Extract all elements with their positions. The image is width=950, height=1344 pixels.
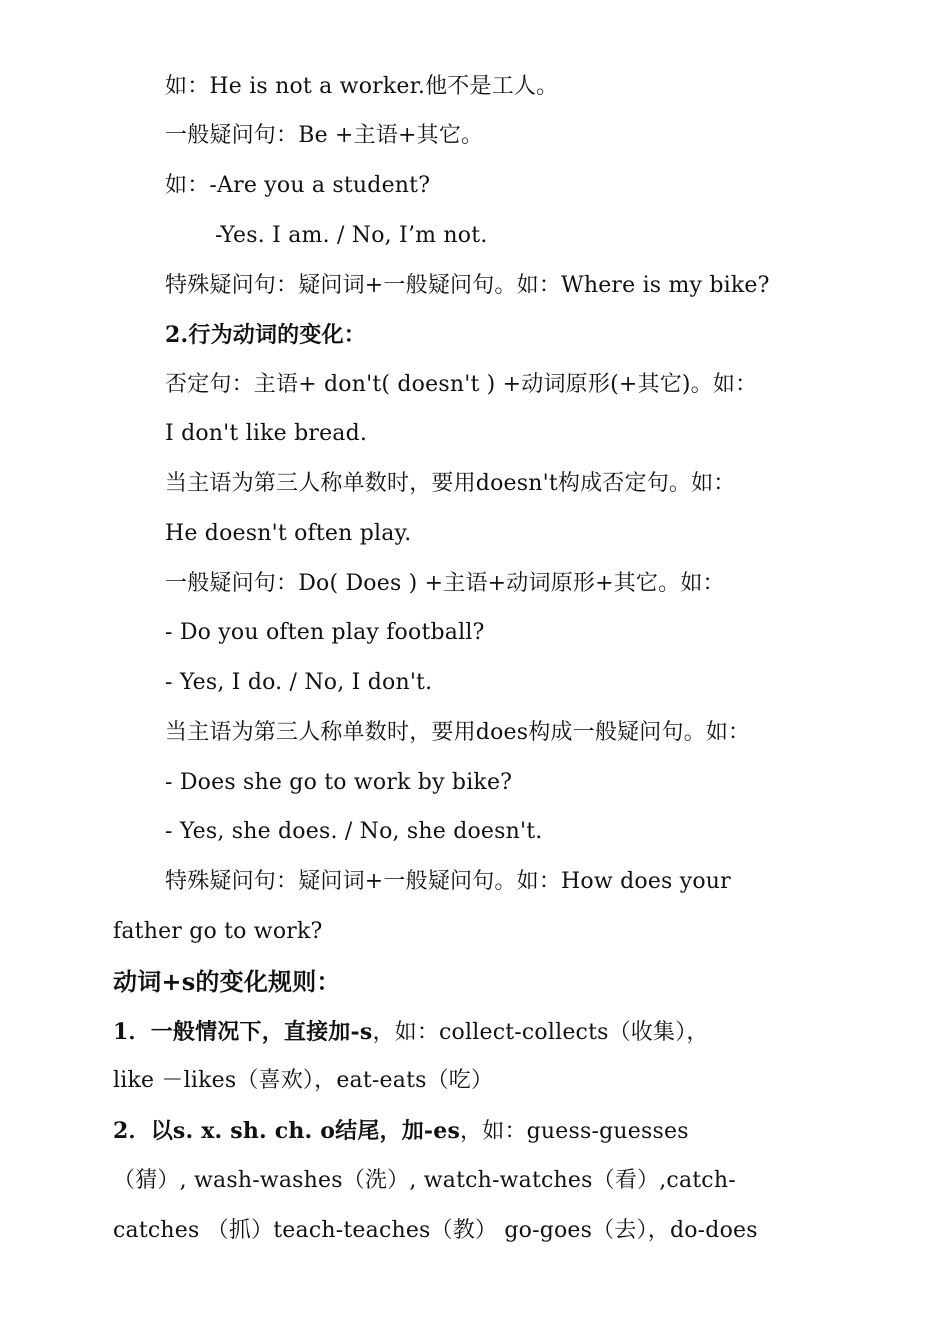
verb-wh-question-rule-cont: father go to work? [113, 919, 323, 944]
rule-2-cont-1: （猜）, wash-washes（洗）, watch-watches（看）,catch- [113, 1168, 736, 1193]
example-third-person-negative: He doesn't often play. [165, 521, 412, 546]
example-verb-negative: I don't like bread. [165, 421, 368, 446]
example-be-question: 如：-Are you a student? [165, 173, 431, 198]
verb-wh-question-rule: 特殊疑问句：疑问词+一般疑问句。如：How does your [165, 869, 731, 894]
example-third-person-question: - Does she go to work by bike? [165, 770, 513, 795]
be-question-rule: 一般疑问句：Be +主语+其它。 [165, 123, 484, 148]
rule-1-cont: like －likes（喜欢），eat-eats（吃） [113, 1068, 494, 1093]
example-verb-answer: - Yes, I do. / No, I don't. [165, 670, 433, 695]
third-person-question-rule: 当主语为第三人称单数时，要用does构成一般疑问句。如： [165, 720, 751, 745]
verb-question-rule: 一般疑问句：Do( Does ) +主语+动词原形+其它。如： [165, 571, 725, 596]
rule-1-title: 1．一般情况下，直接加-s [113, 1019, 373, 1045]
rule-1-examples: ，如：collect-collects（收集）， [372, 1020, 709, 1045]
rule-2 [113, 1116, 689, 1147]
verb-negative-rule: 否定句：主语+ don't( doesn't ) +动词原形(+其它)。如： [165, 372, 758, 397]
rule-1 [113, 1017, 709, 1048]
rule-2-cont-2: catches （抓）teach-teaches（教） go-goes（去），do-does [113, 1218, 758, 1243]
rule-2-title: 2．以s. x. sh. ch. o结尾，加-es [113, 1118, 461, 1144]
rule-2-examples: ，如：guess-guesses [460, 1119, 689, 1144]
third-person-negative-rule: 当主语为第三人称单数时，要用doesn't构成否定句。如： [165, 471, 736, 496]
section-heading-verb-changes: 2.行为动词的变化： [165, 322, 366, 348]
section-heading-s-rules: 动词+s的变化规则： [113, 967, 341, 996]
example-be-answer: -Yes. I am. / No, I’m not. [215, 223, 488, 248]
example-verb-question: - Do you often play football? [165, 620, 485, 645]
example-be-negative: 如：He is not a worker.他不是工人。 [165, 74, 559, 99]
example-third-person-answer: - Yes, she does. / No, she doesn't. [165, 819, 543, 844]
be-wh-question-rule: 特殊疑问句：疑问词+一般疑问句。如：Where is my bike? [165, 273, 770, 298]
